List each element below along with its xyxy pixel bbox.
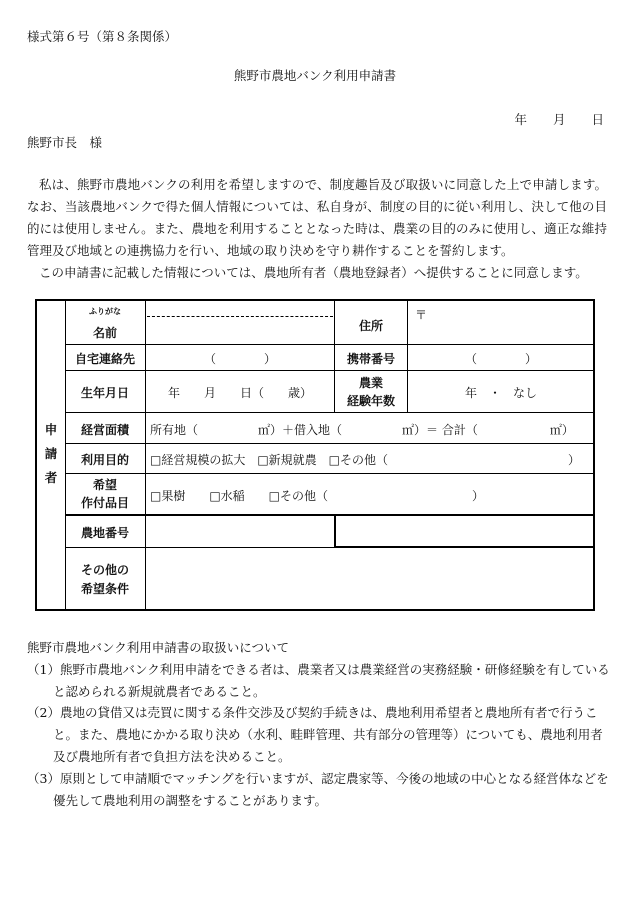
purpose-field[interactable]: □経営規模の拡大 □新規就農 □その他（ ） xyxy=(150,453,581,467)
mobile-field[interactable]: （ ） xyxy=(464,352,537,366)
farming-years-label-1: 農業 xyxy=(358,376,383,390)
mobile-label: 携帯番号 xyxy=(346,352,395,366)
crop-label-2: 作付品目 xyxy=(80,496,129,510)
farmland-no-label: 農地番号 xyxy=(80,526,129,540)
divider xyxy=(65,443,593,444)
furigana-divider xyxy=(147,316,333,317)
divider xyxy=(334,514,336,548)
addressee: 熊野市長 様 xyxy=(27,135,103,150)
date-line xyxy=(506,110,604,128)
handling-notes xyxy=(27,637,612,811)
farming-years-field[interactable]: 年 ・ なし xyxy=(464,386,537,400)
applicant-char: 請 xyxy=(44,446,58,461)
name-field[interactable] xyxy=(147,319,333,343)
date-month: 月 xyxy=(552,112,566,127)
area-field[interactable]: 所有地（ ㎡）＋借入地（ ㎡）＝ 合計（ ㎡） xyxy=(150,423,574,437)
furigana-label: ふりがな xyxy=(89,306,121,316)
other-conditions-label-1: その他の xyxy=(80,563,129,577)
note-item-2: （2）農地の貸借又は売買に関する条件交渉及び契約手続きは、農地利用希望者と農地所有者で行うこと。また、農地にかかる取り決め（水利、畦畔管理、共有部分の管理等）についても、農地利用者及び農地所有者で負担方法を決めること。 xyxy=(27,705,603,764)
date-day: 日 xyxy=(591,112,604,127)
consent-paragraph-1: 私は、熊野市農地バンクの利用を希望しますので、制度趣旨及び取扱いに同意した上で申請します。なお、当該農地バンクで得た個人情報については、私自身が、制度の目的に従い利用し、決して他の目的には使用しません。また、農地を利用することとなった時は、農業の目的のみに使用し、適正な維持管理及び地域との連携協力を行い、地域の取り決めを守り耕作することを誓約します。 xyxy=(27,177,607,258)
purpose-label: 利用目的 xyxy=(80,453,129,467)
notes-title: 熊野市農地バンク利用申請書の取扱いについて xyxy=(27,640,290,655)
other-conditions-field[interactable] xyxy=(147,550,591,607)
other-conditions-label xyxy=(65,561,145,599)
crop-field[interactable]: □果樹 □水稲 □その他（ ） xyxy=(150,489,485,503)
home-contact-field[interactable]: （ ） xyxy=(203,352,276,366)
home-contact-label: 自宅連絡先 xyxy=(74,352,135,366)
farming-years-label xyxy=(335,374,407,410)
crop-label-1: 希望 xyxy=(92,478,117,492)
other-conditions-label-2: 希望条件 xyxy=(80,582,129,596)
divider xyxy=(65,473,593,474)
applicant-char: 者 xyxy=(44,470,58,485)
crop-label xyxy=(65,476,145,512)
note-item-3: （3）原則として申請順でマッチングを行いますが、認定農家等、今後の地域の中心となる経営体などを優先して農地利用の調整をすることがあります。 xyxy=(27,770,609,808)
note-item-1: （1）熊野市農地バンク利用申請をできる者は、農業者又は農業経営の実務経験・研修経験を有していると認められる新規就農者であること。 xyxy=(27,661,610,699)
applicant-char: 申 xyxy=(44,422,58,437)
divider xyxy=(407,301,408,412)
document-title: 熊野市農地バンク利用申請書 xyxy=(233,68,397,83)
farmland-no-field[interactable] xyxy=(147,517,333,546)
applicant-label xyxy=(37,418,65,490)
application-table xyxy=(35,299,595,611)
divider xyxy=(65,547,335,548)
divider xyxy=(65,344,593,345)
birth-field[interactable]: 年 月 日（ 歳） xyxy=(167,386,312,400)
date-year: 年 xyxy=(514,112,527,127)
form-number: 様式第６号（第８条関係） xyxy=(27,29,178,44)
postal-mark: 〒 xyxy=(415,308,428,322)
farming-years-label-2: 経験年数 xyxy=(346,394,395,408)
divider xyxy=(334,546,593,548)
divider xyxy=(65,412,593,413)
consent-text xyxy=(27,174,607,284)
address-field[interactable] xyxy=(409,321,591,343)
divider xyxy=(145,301,146,609)
consent-paragraph-2: この申請書に記載した情報については、農地所有者（農地登録者）へ提供することに同意します。 xyxy=(39,265,588,280)
address-label: 住所 xyxy=(358,319,383,333)
divider xyxy=(65,514,593,516)
name-label: 名前 xyxy=(92,326,117,340)
divider xyxy=(65,370,593,371)
area-label: 経営面積 xyxy=(80,423,129,437)
birth-label: 生年月日 xyxy=(80,386,129,400)
